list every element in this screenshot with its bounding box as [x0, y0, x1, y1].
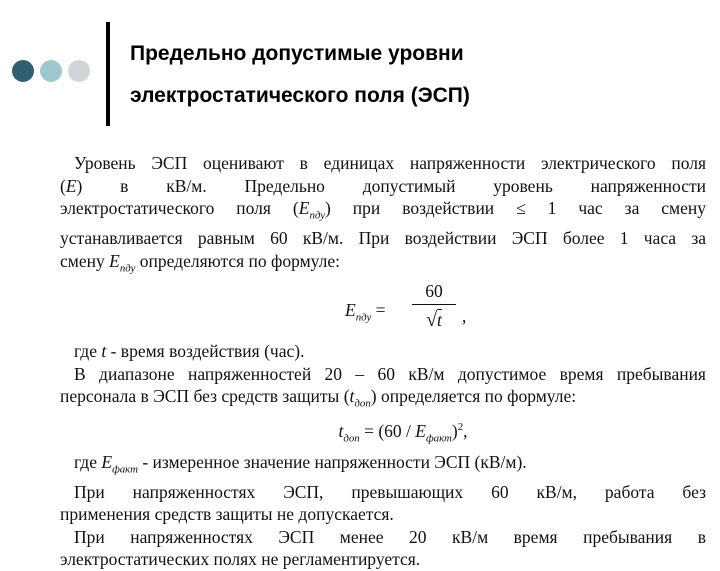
text: электростатического поля ( — [60, 198, 299, 219]
symbol: t — [437, 310, 442, 331]
subscript: пду — [355, 311, 372, 324]
slide-title-line2: электростатического поля (ЭСП) — [130, 84, 470, 107]
subscript: доп — [343, 432, 360, 445]
denominator — [412, 307, 456, 333]
text: ( — [60, 175, 66, 196]
symbol: t — [101, 340, 107, 361]
symbol: E — [298, 198, 310, 219]
title-divider — [106, 22, 110, 126]
subscript: пду — [309, 209, 326, 222]
subscript: пду — [119, 262, 136, 275]
formula-epdu — [60, 280, 706, 340]
paragraph-line: электростатических полях не регламентируется. — [60, 549, 421, 570]
superscript: 2 — [457, 421, 464, 434]
text: - время воздействия (час). — [106, 340, 305, 361]
equals-sign: = — [371, 299, 386, 320]
text: ) — [451, 421, 458, 442]
paragraph-line: Уровень ЭСП оценивают в единицах напряженности электрического поля — [74, 153, 706, 173]
decor-dot-dark — [12, 60, 34, 82]
paragraph-line — [60, 250, 706, 280]
paragraph-line — [60, 385, 706, 415]
paragraph-line — [60, 175, 706, 198]
text: ) в кВ/м. Предельно допустимый уровень напряженности — [76, 175, 706, 196]
paragraph-line: устанавливается равным 60 кВ/м. При воздействии ЭСП более 1 часа за — [60, 228, 706, 249]
paragraph-line — [60, 197, 706, 227]
fraction-bar — [412, 304, 456, 306]
formula-comma: , — [462, 305, 467, 326]
sqrt-sign: √ — [426, 309, 438, 332]
text: где — [74, 340, 102, 361]
slide-title-line1: Предельно допустимые уровни — [130, 42, 464, 65]
subscript: факт — [425, 432, 452, 445]
paragraph-line: В диапазоне напряженностей 20 – 60 кВ/м допустимое время пребывания — [74, 363, 706, 384]
symbol: E — [345, 299, 356, 320]
symbol: t — [349, 386, 355, 407]
decor-dot-light — [68, 60, 90, 82]
text: , — [463, 421, 468, 442]
paragraph-line — [60, 340, 706, 363]
paragraph-line: применения средств защиты не допускается. — [60, 504, 394, 525]
symbol: E — [101, 451, 113, 472]
paragraph-line — [60, 451, 706, 481]
subscript: доп — [354, 397, 371, 410]
formula-fraction — [412, 280, 456, 334]
text: персонала в ЭСП без средств защиты ( — [60, 386, 350, 407]
subscript: факт — [112, 463, 138, 476]
text: - измеренное значение напряженности ЭСП (кВ/м). — [137, 451, 527, 472]
formula-tdop — [60, 415, 706, 450]
symbol: E — [109, 250, 120, 271]
symbol: E — [65, 175, 77, 196]
slide-body — [60, 152, 706, 571]
text: где — [74, 451, 102, 472]
decor-dot-mid — [40, 60, 62, 82]
symbol: E — [415, 421, 426, 442]
paragraph-line: При напряженностях ЭСП менее 20 кВ/м время пребывания в — [74, 526, 706, 547]
formula-lhs — [345, 300, 386, 324]
text: смену — [60, 250, 110, 271]
numerator: 60 — [425, 280, 443, 301]
symbol: t — [338, 421, 344, 442]
text: = (60 / — [359, 421, 416, 442]
text: ) определяется по формуле: — [370, 386, 577, 407]
text: ) при воздействии ≤ 1 час за смену — [325, 198, 707, 219]
text: определяются по формуле: — [135, 250, 340, 271]
paragraph-line: При напряженностях ЭСП, превышающих 60 кВ/м, работа без — [74, 481, 706, 502]
